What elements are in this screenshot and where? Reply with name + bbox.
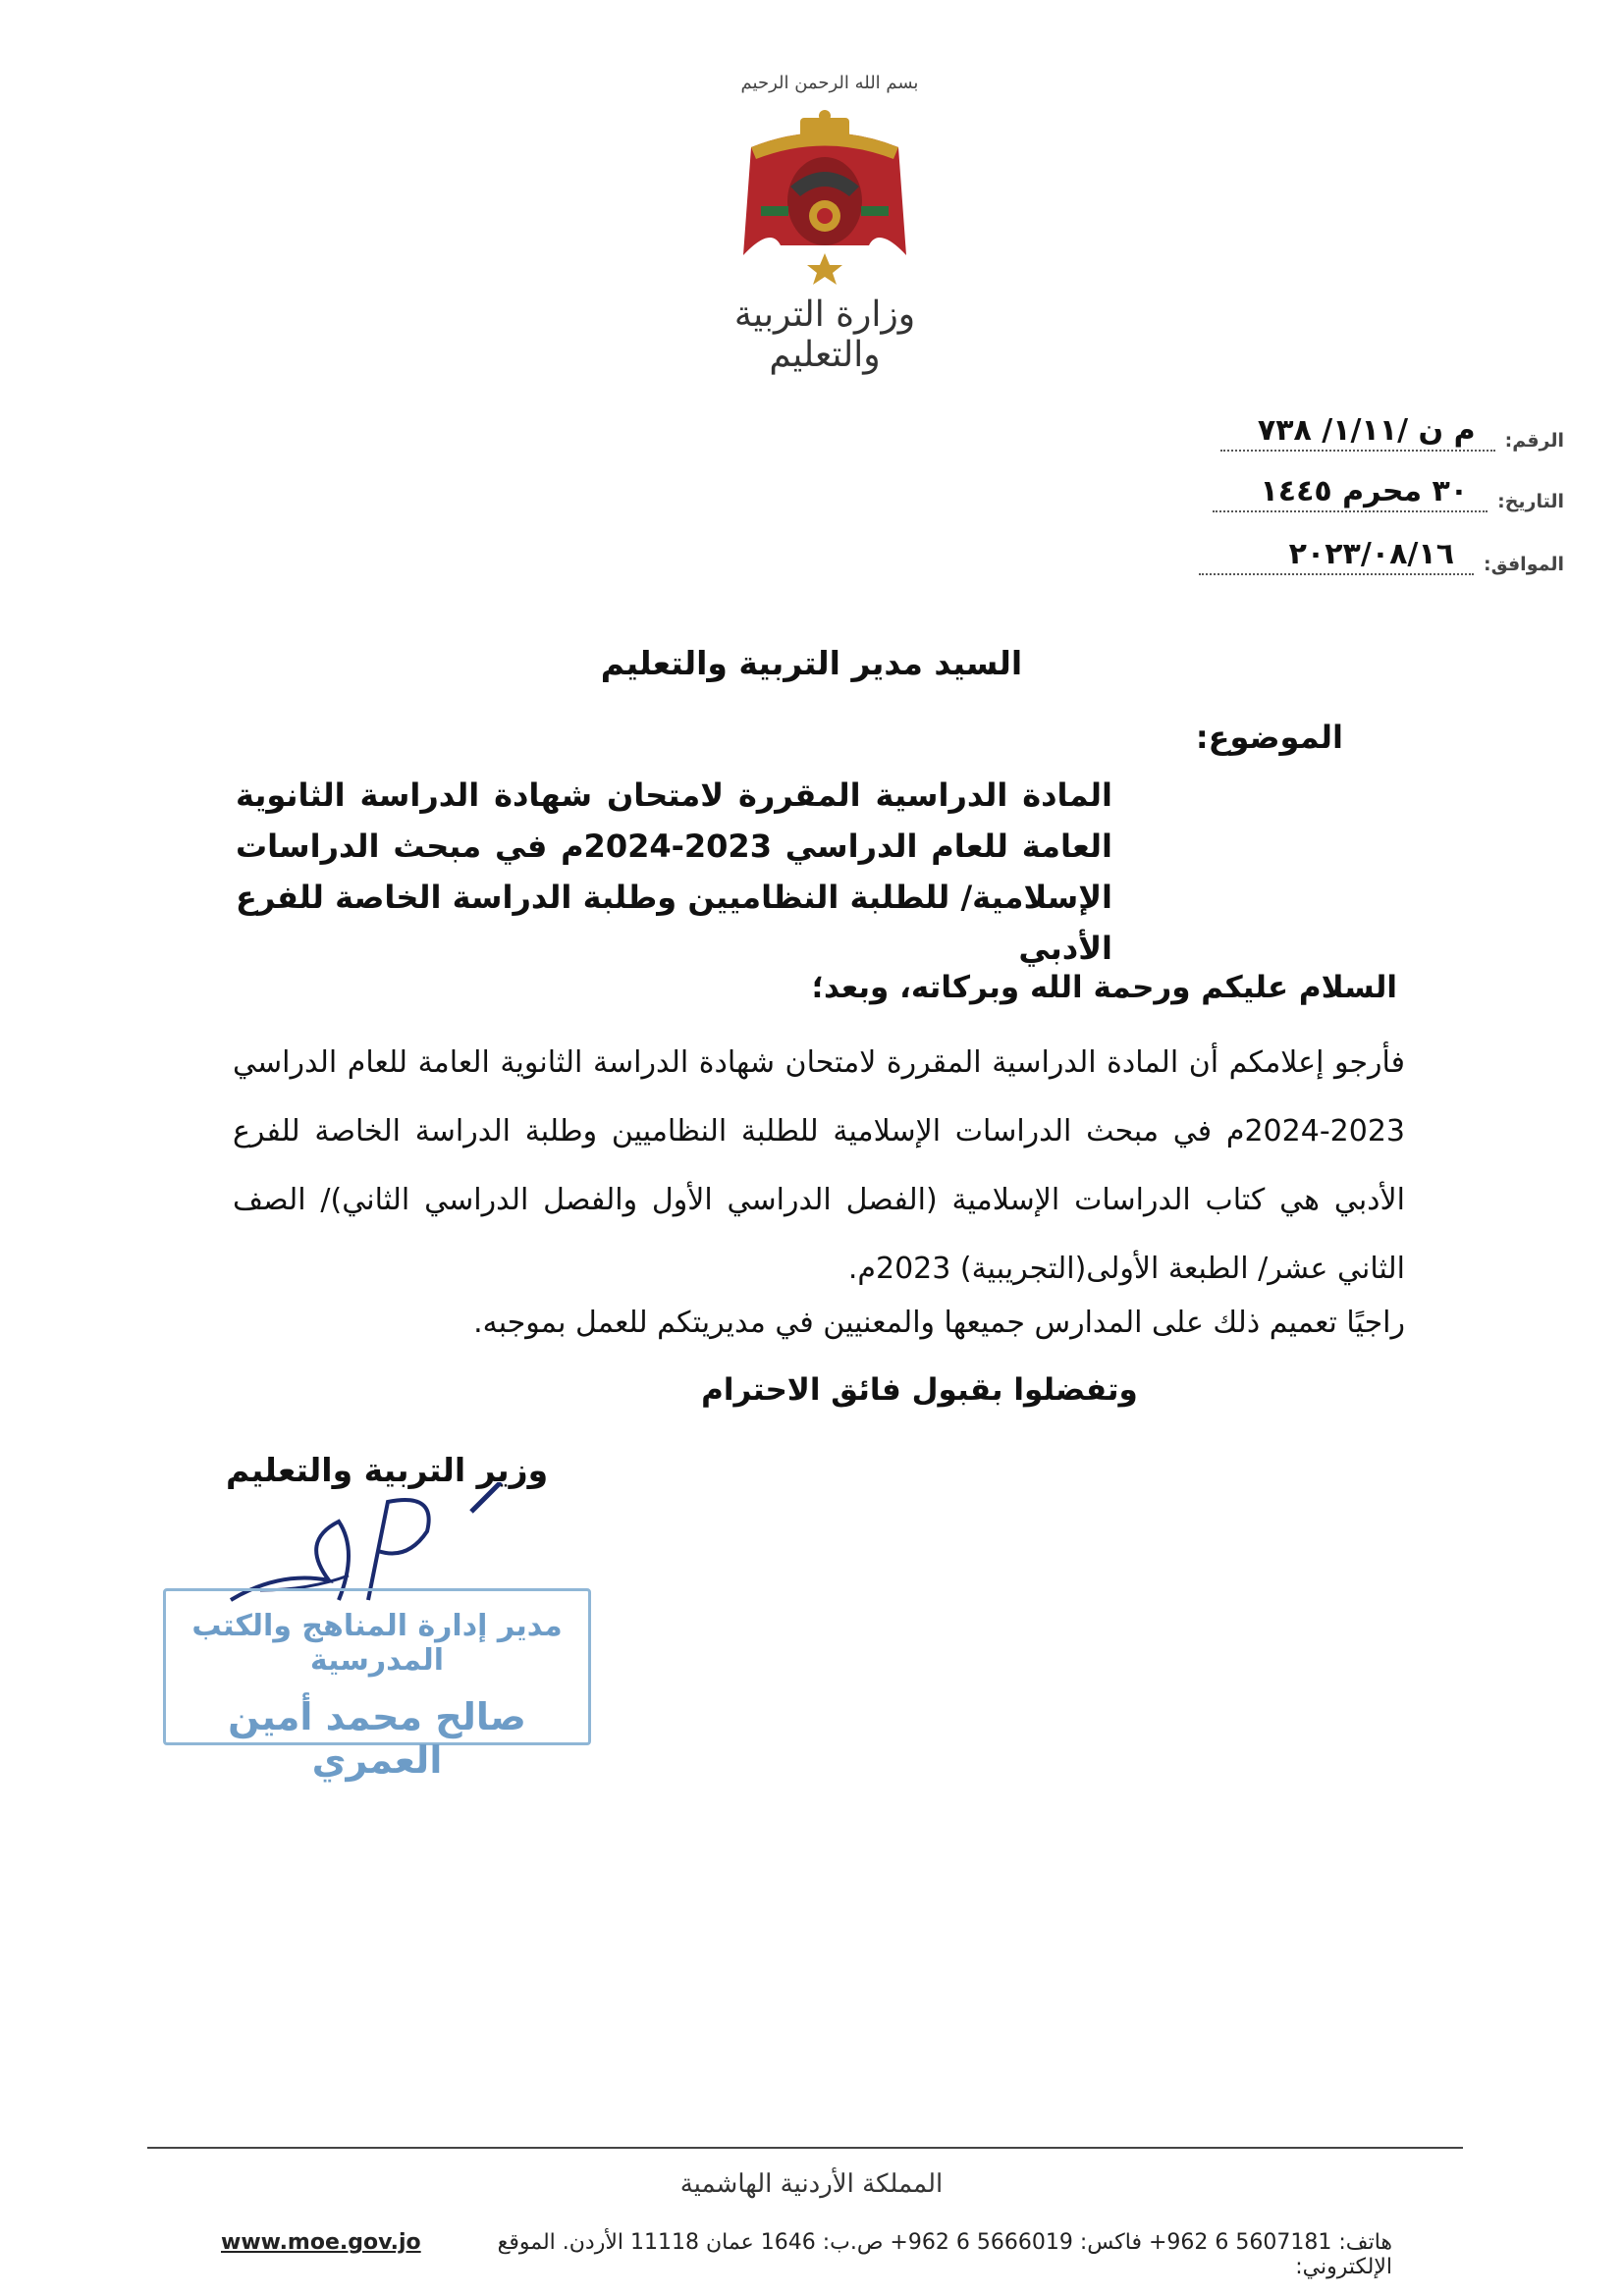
signatory-title: وزير التربية والتعليم	[226, 1451, 549, 1489]
footer-kingdom: المملكة الأردنية الهاشمية	[679, 2169, 944, 2199]
footer-website-link[interactable]: www.moe.gov.jo	[221, 2230, 421, 2255]
body-paragraph: فأرجو إعلامكم أن المادة الدراسية المقررة لامتحان شهادة الدراسة الثانوية العامة للعام الدراسي 2023-2024م في مبحث الدراسات الإسلامية للطلبة النظاميين وطلبة الدراسة الخاصة للفرع الأدبي هي كتاب الدراسات الإسلامية (الفصل الدراسي الأول والفصل الدراسي الثاني)/ الصف الثاني عشر/ الطبعة الأولى(التجريبية) 2023م.	[233, 1045, 1405, 1286]
footer-contact-row	[221, 2230, 1392, 2279]
corresponding-date-line	[1199, 537, 1474, 575]
gregorian-date-value: ٢٠٢٣/٠٨/١٦	[1288, 537, 1455, 571]
reference-number-label: الرقم:	[1504, 430, 1564, 452]
addressee: السيد مدير التربية والتعليم	[600, 644, 1023, 682]
reference-number-row	[1014, 412, 1564, 452]
greeting: السلام عليكم ورحمة الله وبركاته، وبعد؛	[811, 970, 1397, 1005]
subject-label: الموضوع:	[1195, 719, 1343, 756]
footer-contact: هاتف: 5607181 6 962+ فاكس: 5666019 6 962+ ص.ب: 1646 عمان 11118 الأردن. الموقع الإلكتروني:	[497, 2230, 1392, 2279]
reference-number-line	[1220, 413, 1495, 452]
closing-regards: وتفضلوا بقبول فائق الاحترام	[701, 1372, 1138, 1408]
corresponding-date-row	[1014, 536, 1564, 575]
date-line	[1213, 474, 1488, 512]
hijri-date-value: ٣٠ محرم ١٤٤٥	[1260, 474, 1469, 508]
subject-text: المادة الدراسية المقررة لامتحان شهادة الدراسة الثانوية العامة للعام الدراسي 2023-2024م في مبحث الدراسات الإسلامية/ للطلبة النظاميين وطلبة الدراسة الخاصة للفرع الأدبي	[236, 776, 1112, 967]
circular-instruction: راجيًا تعميم ذلك على المدارس جميعها والمعنيين في مديريتكم للعمل بموجبه.	[473, 1306, 1405, 1340]
closing-row	[0, 1372, 1623, 1408]
coat-of-arms-icon	[731, 108, 918, 285]
basmala: بسم الله الرحمن الرحيم	[740, 73, 919, 93]
official-stamp	[163, 1588, 591, 1782]
stamp-name: صالح محمد أمين العمري	[228, 1695, 526, 1782]
addressee-row	[0, 644, 1623, 682]
footer-divider	[147, 2147, 1463, 2149]
ministry-name: وزارة التربية والتعليم	[733, 294, 916, 375]
reference-number-value: م ن /١/١١/ ٧٣٨	[1257, 413, 1476, 448]
date-label: التاريخ:	[1497, 491, 1564, 512]
stamp-title: مدير إدارة المناهج والكتب المدرسية	[191, 1609, 563, 1678]
corresponding-date-label: الموافق:	[1484, 554, 1564, 575]
date-row	[1014, 473, 1564, 512]
